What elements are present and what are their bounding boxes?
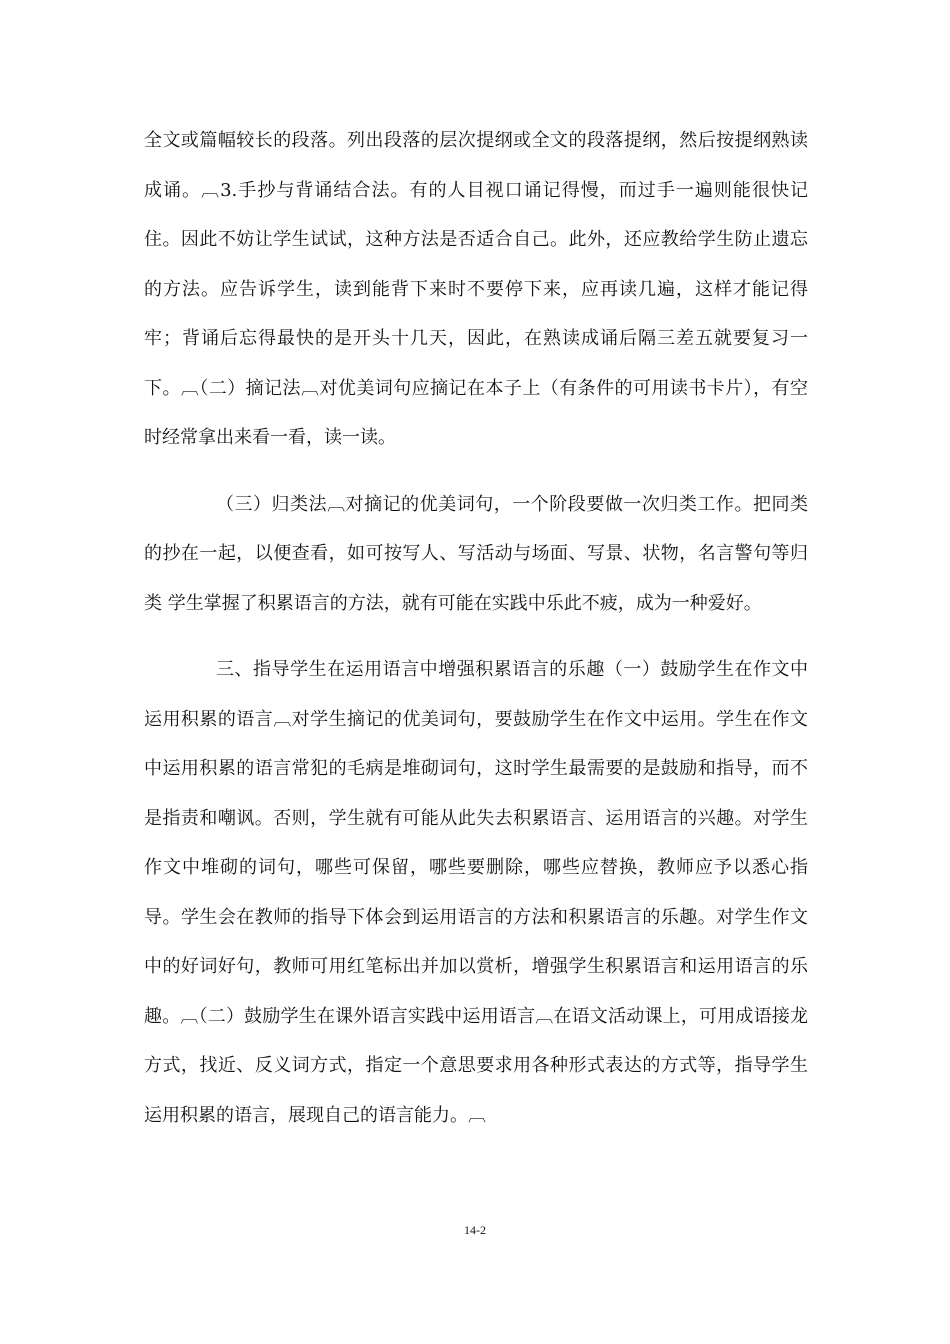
document-body (144, 116, 808, 1140)
paragraph-3: 三、指导学生在运用语言中增强积累语言的乐趣（一）鼓励学生在作文中运用积累的语言︹对学生摘记的优美词句，要鼓励学生在作文中运用。学生在作文中运用积累的语言常犯的毛病是堆砌词句，这时学生最需要的是鼓励和指导，而不是指责和嘲讽。否则，学生就有可能从此失去积累语言、运用语言的兴趣。对学生作文中堆砌的词句，哪些可保留，哪些要删除，哪些应替换，教师应予以悉心指导。学生会在教师的指导下体会到运用语言的方法和积累语言的乐趣。对学生作文中的好词好句，教师可用红笔标出并加以赏析，增强学生积累语言和运用语言的乐趣。︹（二）鼓励学生在课外语言实践中运用语言︹在语文活动课上，可用成语接龙方式，找近、反义词方式，指定一个意思要求用各种形式表达的方式等，指导学生运用积累的语言，展现自己的语言能力。︹ (144, 659, 808, 1126)
page-number: 14-2 (464, 1223, 486, 1237)
paragraph-1: 全文或篇幅较长的段落。列出段落的层次提纲或全文的段落提纲，然后按提纲熟读成诵。︹3.手抄与背诵结合法。有的人目视口诵记得慢，而过手一遍则能很快记住。因此不妨让学生试试，这种方法是否适合自己。此外，还应教给学生防止遗忘的方法。应告诉学生，读到能背下来时不要停下来，应再读几遍，这样才能记得牢；背诵后忘得最快的是开头十几天，因此，在熟读成诵后隔三差五就要复习一下。︹（二）摘记法︹对优美词句应摘记在本子上（有条件的可用读书卡片），有空时经常拿出来看一看，读一读。 (144, 130, 808, 448)
paragraph-2: （三）归类法︹对摘记的优美词句，一个阶段要做一次归类工作。把同类的抄在一起，以便查看，如可按写人、写活动与场面、写景、状物，名言警句等归类 学生掌握了积累语言的方法，就有可能在实践中乐此不疲，成为一种爱好。 (144, 493, 808, 614)
